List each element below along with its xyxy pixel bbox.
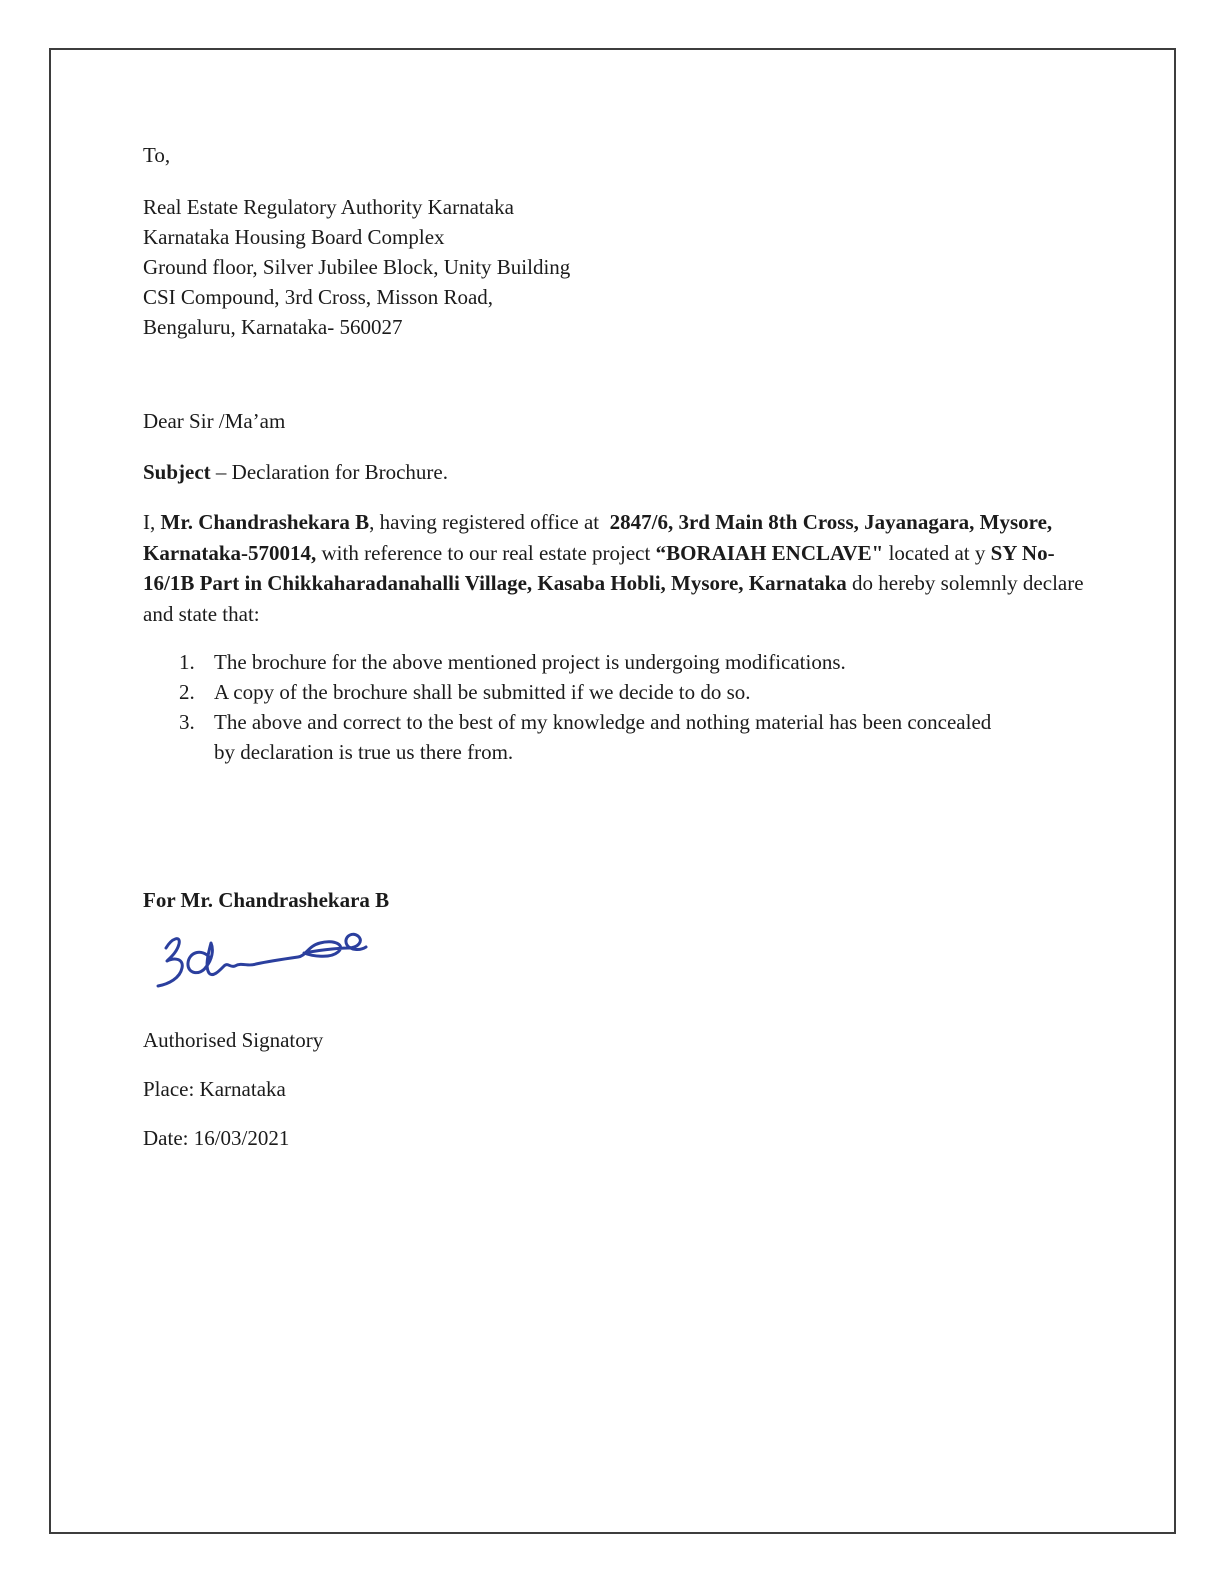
recipient-line: Bengaluru, Karnataka- 560027: [143, 315, 403, 339]
place-line: Place: Karnataka: [143, 1077, 286, 1101]
list-item-number: 1.: [179, 650, 195, 674]
declaration-segment: , having registered office at: [369, 510, 610, 534]
signature-image: [148, 918, 388, 1013]
project-location: SY No-16/1B Part in Chikkaharadanahalli Village, Kasaba Hobli, Mysore, Karnataka: [143, 540, 1055, 595]
authorised-signatory-label: Authorised Signatory: [143, 1028, 324, 1052]
declaration-segment: with reference to our real estate project: [316, 540, 656, 565]
list-item-text: A copy of the brochure shall be submitted if we decide to do so.: [214, 680, 751, 704]
list-item: [143, 647, 1014, 677]
declaration-segment: I,: [143, 510, 161, 534]
declaration-segment: located at y: [883, 540, 991, 565]
subject-line: [143, 457, 448, 487]
signature-stroke: [158, 934, 366, 986]
list-item: [143, 677, 1014, 707]
recipient-line: Real Estate Regulatory Authority Karnataka: [143, 195, 514, 219]
date-line: Date: 16/03/2021: [143, 1126, 290, 1150]
recipient-line: CSI Compound, 3rd Cross, Misson Road,: [143, 285, 494, 309]
recipient-line: Ground floor, Silver Jubilee Block, Unity Building: [143, 255, 571, 279]
declaration-segment: do hereby solemnly declare and state that:: [143, 571, 1084, 626]
list-item-number: 2.: [179, 680, 195, 704]
project-name: “BORAIAH ENCLAVE": [655, 540, 884, 565]
signatory-for-line: For Mr. Chandrashekara B: [143, 888, 390, 912]
list-item-text: The above and correct to the best of my knowledge and nothing material has been concealed by declaration is true us there from.: [214, 710, 992, 764]
recipient-line: Karnataka Housing Board Complex: [143, 225, 445, 249]
list-item-text: The brochure for the above mentioned project is undergoing modifications.: [214, 650, 846, 674]
declaration-paragraph: [143, 507, 1088, 629]
list-item-number: 3.: [179, 710, 195, 734]
declaration-list: [143, 647, 1014, 767]
to-label: To,: [143, 143, 171, 167]
subject-text: – Declaration for Brochure.: [210, 460, 448, 484]
declarant-name: Mr. Chandrashekara B: [160, 510, 370, 534]
recipient-address: [143, 192, 570, 342]
list-item: [143, 707, 1014, 767]
greeting: Dear Sir /Ma’am: [143, 409, 286, 433]
subject-label: Subject: [143, 460, 211, 484]
registered-office-address: 2847/6, 3rd Main 8th Cross, Jayanagara, Mysore, Karnataka-570014,: [143, 510, 1053, 565]
